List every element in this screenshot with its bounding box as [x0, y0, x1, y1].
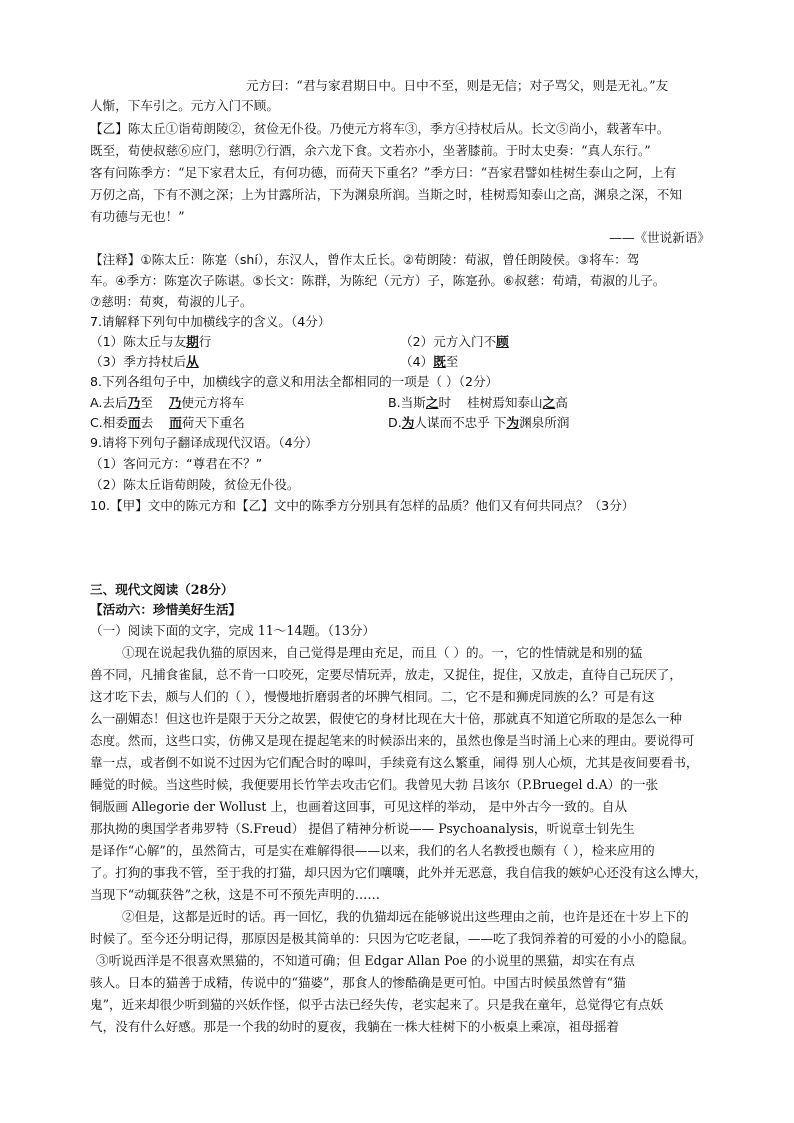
para-line: 睡觉的时候。当这些时候，我便要用长竹竿去攻击它们。我曾见大勃 吕该尔（P.Bruegel d.A）的一张: [90, 777, 659, 792]
notes-line: 【注释】①陈太丘：陈寔（shí），东汉人，曾作太丘长。②荀朗陵：荀淑，曾任朗陵侯。③将车：驾: [90, 252, 640, 267]
passage-line: 既至，荀使叔慈⑥应门，慈明⑦行酒，余六龙下食。文若亦小，坐著膝前。于时太史奏：“真人东行。”: [90, 143, 651, 158]
section-title: 三、现代文阅读（28分）: [90, 582, 234, 597]
passage-line: 元方曰：“君与家君期日中。日中不至，则是无信；对子骂父，则是无礼。”友: [246, 78, 669, 93]
q7-item-3: （3）季方持杖后从: [90, 354, 199, 369]
q7-stem: 7.请解释下列句中加横线字的含义。（4分）: [90, 314, 331, 329]
passage-line: 万仞之高，下有不测之深；上为甘露所沾，下为渊泉所润。当斯之时，桂树焉知泰山之高，渊泉之深，不知: [90, 187, 682, 202]
q7-item-2: （2）元方入门不顾: [400, 334, 509, 349]
activity-title: 【活动六：珍惜美好生活】: [90, 602, 242, 617]
q8-stem: 8.下列各组句子中，加横线字的意义和用法全都相同的一项是（ ）（2分）: [90, 374, 499, 389]
q8-option-b[interactable]: B.当斯之时 桂树焉知泰山之高: [388, 395, 568, 410]
q9-item-1: （1）客问元方：“尊君在不？”: [90, 456, 263, 471]
q8-option-c[interactable]: C.相委而去 而荷天下重名: [90, 415, 245, 430]
para-line: 兽不同，凡捕食雀鼠，总不肯一口咬死，定要尽情玩弄，放走，又捉住，捉住，又放走，直待自己玩厌了，: [90, 667, 682, 682]
passage-line: 有功德与无也！”: [90, 209, 185, 224]
para-line: 铜版画 Allegorie der Wollust 上，也画着这回事，可见这样的举动， 是中外古今一致的。自从: [90, 799, 628, 814]
para-line: 骇人。日本的猫善于成精，传说中的“猫婆”，那食人的惨酷确是更可怕。中国古时候虽然曾有“猫: [90, 975, 626, 990]
q7-item-1: （1）陈太丘与友期行: [90, 334, 212, 349]
para-line: 了。打狗的事我不管，至于我的打猫，却只因为它们嚷嚷，此外并无恶意，我自信我的嫉妒心还没有这么博大，: [90, 865, 708, 880]
underlined-key: 既: [433, 354, 446, 369]
q10-stem: 10.【甲】文中的陈元方和【乙】文中的陈季方分别具有怎样的品质？他们又有何共同点？（3分）: [90, 498, 635, 513]
para-line: ②但是，这都是近时的话。再一回忆，我的仇猫却远在能够说出这些理由之前，也许是还在十岁上下的: [122, 909, 689, 924]
para-line: 气，没有什么好感。那是一个我的幼时的夏夜，我躺在一株大桂树下的小板桌上乘凉，祖母摇着: [90, 1019, 619, 1034]
q9-item-2: （2）陈太丘诣荀朗陵，贫俭无仆役。: [90, 477, 300, 492]
q9-stem: 9.请将下列句子翻译成现代汉语。（4分）: [90, 435, 318, 450]
passage-line: 人惭，下车引之。元方入门不顾。: [90, 98, 279, 113]
passage-source: ——《世说新语》: [609, 230, 710, 245]
para-line: 么一副媚态！但这也许是限于天分之故罢，假使它的身材比现在大十倍，那就真不知道它所取的是怎么一种: [90, 711, 682, 726]
passage-line: 【乙】陈太丘①诣荀朗陵②，贫俭无仆役。乃使元方将车③，季方④持杖后从。长文⑤尚小，载著车中。: [90, 121, 670, 136]
q7-item-4: （4）既至: [400, 354, 459, 369]
notes-line: ⑦慈明：荀爽，荀淑的儿子。: [90, 294, 253, 309]
para-line: 那执拗的奥国学者弗罗特（S.Freud） 提倡了精神分析说—— Psychoanalysis，听说章士钊先生: [90, 821, 635, 836]
reading-instruction: （一）阅读下面的文字，完成 11～14题。（13分）: [90, 623, 376, 638]
underlined-key: 顾: [496, 334, 509, 349]
underlined-key: 从: [186, 354, 199, 369]
q8-option-a[interactable]: A.去后乃至 乃使元方将车: [90, 395, 245, 410]
notes-line: 车。④季方：陈寔次子陈谌。⑤长文：陈群，为陈纪（元方）子，陈寔孙。⑥叔慈：荀靖，荀淑的儿子。: [90, 273, 666, 288]
para-line: 这才吃下去，颇与人们的（ ），慢慢地折磨弱者的坏脾气相同。二，它不是和狮虎同族的么？可是有这: [90, 689, 655, 704]
underlined-key: 期: [186, 334, 199, 349]
para-line: 靠一点，或者倒不如说不过因为它们配合时的嗥叫，手续竟有这么繁重，闹得 别人心烦，尤其是夜间要看书，: [90, 755, 699, 770]
para-line: 时候了。至今还分明记得，那原因是极其简单的：只因为它吃老鼠，——吃了我饲养着的可爱的小小的隐鼠。: [90, 931, 695, 946]
para-line: 鬼”，近来却很少听到猫的兴妖作怪，似乎古法已经失传，老实起来了。只是我在童年，总觉得它有点妖: [90, 997, 664, 1012]
passage-line: 客有问陈季方：“足下家君太丘，有何功德，而荷天下重名？”季方曰：“吾家君譬如桂树生泰山之阿，上有: [90, 165, 677, 180]
para-line: 是译作“心解”的，虽然简古，可是实在难解得很——以来，我们的名人名教授也颇有（ ），检来应用的: [90, 843, 655, 858]
para-line: ①现在说起我仇猫的原因来，自己觉得是理由充足，而且（ ）的。一，它的性情就是和别的猛: [122, 645, 643, 660]
para-line: 当现下“动辄获咎”之秋，这是不可不预先声明的……: [90, 887, 380, 902]
q8-option-d[interactable]: D.为人谋而不忠乎 下为渊泉所润: [388, 415, 570, 430]
para-line: ③听说西洋是不很喜欢黑猫的，不知道可确；但 Edgar Allan Poe 的小说里的黑猫，却实在有点: [96, 953, 635, 968]
para-line: 态度。然而，这些口实，仿佛又是现在提起笔来的时候添出来的，虽然也像是当时涌上心来的理由。要说得可: [90, 733, 695, 748]
